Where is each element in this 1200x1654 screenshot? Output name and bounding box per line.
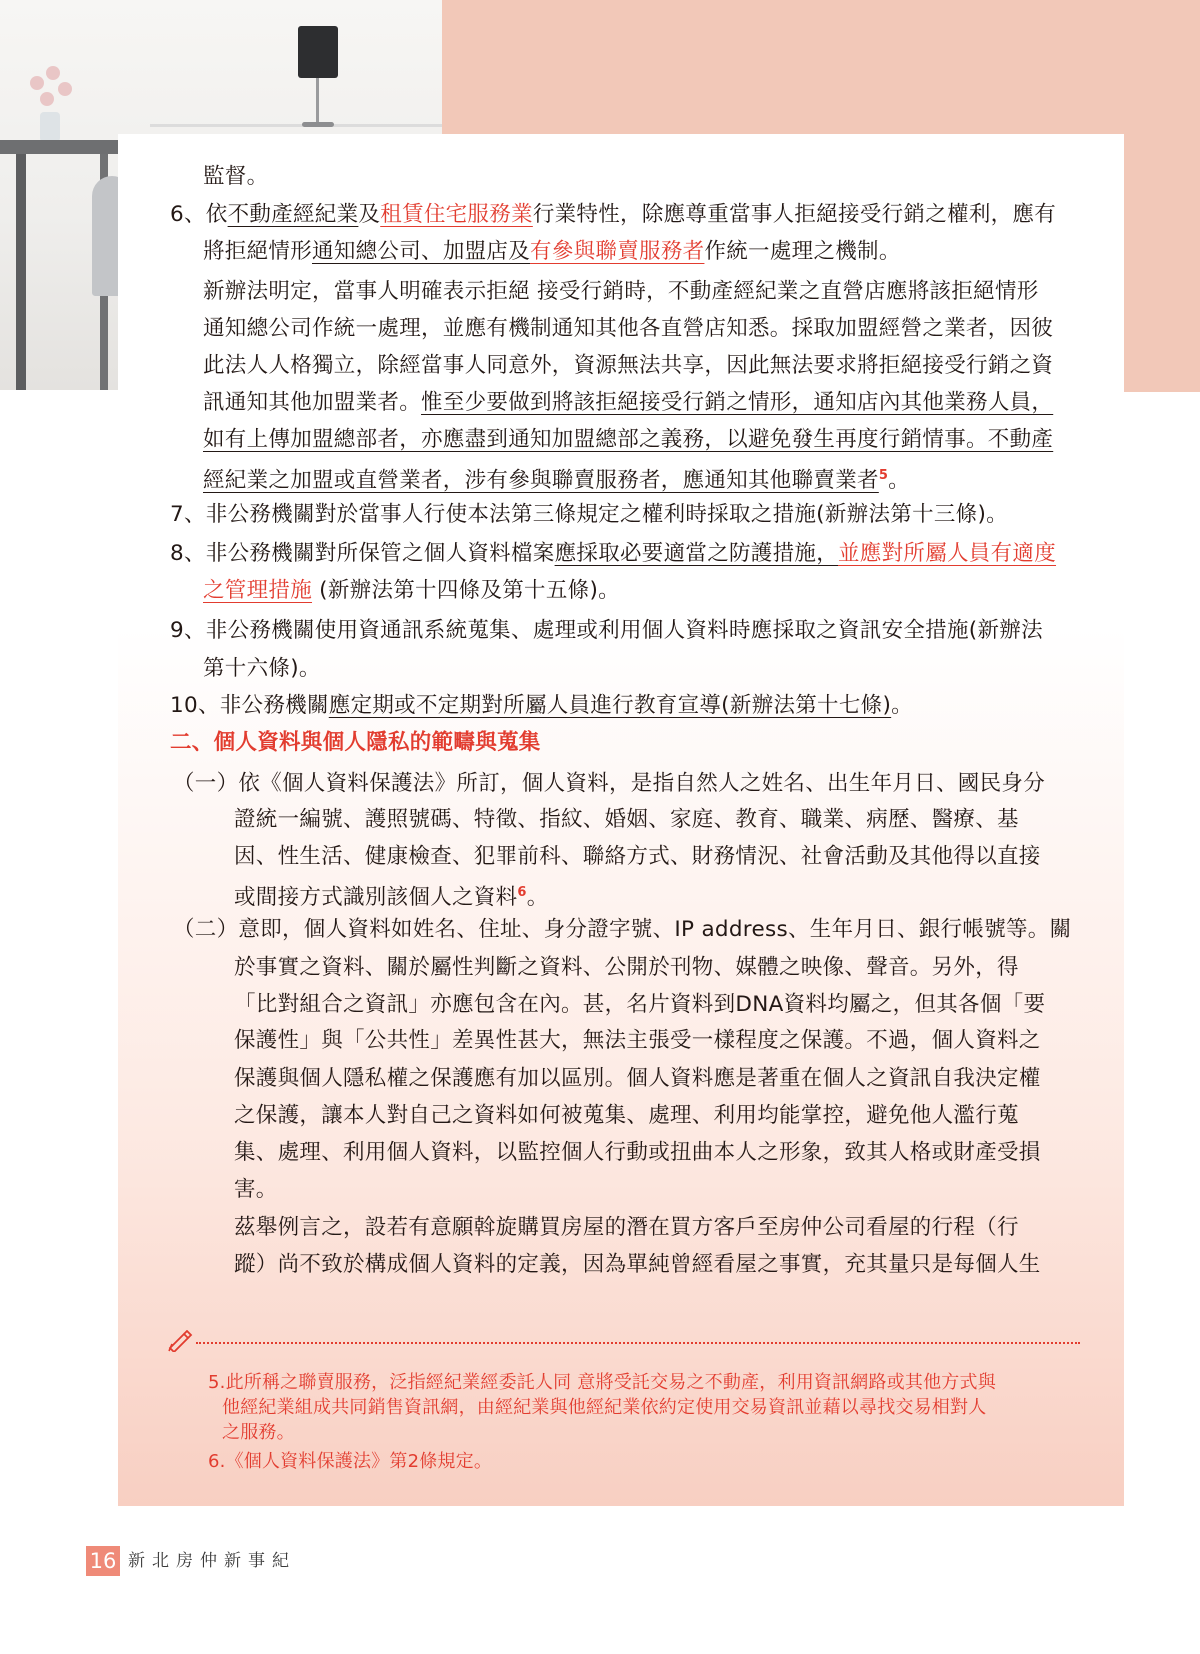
flower <box>46 66 60 80</box>
text-run: 應採取必要適當之防護措施， <box>554 541 838 566</box>
highlight-text: 有參與聯賣服務者 <box>530 239 705 264</box>
table-leg <box>16 154 26 390</box>
footnote-divider <box>196 1342 1080 1344</box>
list-item-9: 9、非公務機關使用資通訊系統蒐集、處理或利用個人資料時應採取之資訊安全措施(新辦法 <box>170 618 1043 643</box>
text-line <box>234 880 549 911</box>
text-line: 通知總公司作統一處理，並應有機制通知其他各直營店知悉。採取加盟經營之業者，因彼 <box>203 316 1054 341</box>
text-run: 行業特性，除應尊重當事人拒絕接受行銷之權利，應有 <box>532 202 1057 227</box>
list-item-6 <box>170 202 1056 228</box>
text-line: 第十六條)。 <box>203 656 321 681</box>
footnote-6: 6.《個人資料保護法》第2條規定。 <box>208 1451 493 1472</box>
lamp-shade <box>298 26 338 78</box>
footnote-ref: 5 <box>878 468 889 483</box>
text-line: 新辦法明定，當事人明確表示拒絕 接受行銷時，不動產經紀業之直營店應將該拒絕情形 <box>203 279 1039 304</box>
text-run: 10、非公務機關 <box>170 693 329 718</box>
flower <box>30 76 44 90</box>
page-number: 16 <box>86 1546 120 1576</box>
text-run: 將拒絕情形 <box>203 239 313 264</box>
text-run: 。 <box>526 885 549 910</box>
text-line: 茲舉例言之，設若有意願斡旋購買房屋的潛在買方客戶至房仲公司看屋的行程（行 <box>234 1215 1019 1240</box>
paragraph-1: （一）依《個人資料保護法》所訂，個人資料，是指自然人之姓名、出生年月日、國民身分 <box>173 771 1046 796</box>
text-line <box>203 390 1053 416</box>
text-line: 保護性」與「公共性」差異性甚大，無法主張受一樣程度之保護。不過，個人資料之 <box>234 1028 1041 1053</box>
text-line: 「比對組合之資訊」亦應包含在內。甚，名片資料到DNA資料均屬之，但其各個「要 <box>234 992 1046 1017</box>
text-run: 8、非公務機關對所保管之個人資料檔案 <box>170 541 555 566</box>
text-line <box>203 463 910 494</box>
highlight-text: 之管理措施 <box>203 578 313 603</box>
text-run: 或間接方式識別該個人之資料 <box>234 885 518 910</box>
section-heading: 二、個人資料與個人隱私的範疇與蒐集 <box>170 730 541 755</box>
highlight-text: 租賃住宅服務業 <box>380 202 533 227</box>
text-run: 惟至少要做到將該拒絕接受行銷之情形，通知店內其他業務人員， <box>421 390 1054 415</box>
shelf <box>150 124 442 127</box>
text-run: 訊通知其他加盟業者。 <box>203 390 422 415</box>
text-run: 經紀業之加盟或直營業者，涉有參與聯賣服務者，應通知其他聯賣業者 <box>203 468 879 493</box>
magazine-title: 新北房仲新事紀 <box>128 1551 296 1571</box>
highlight-text: 並應對所屬人員有適度 <box>838 541 1057 566</box>
text-run: 作統一處理之機制。 <box>704 239 901 264</box>
text-run: 監督。 <box>203 164 269 189</box>
flower <box>40 92 54 106</box>
lamp-pole <box>316 78 319 124</box>
list-item-7: 7、非公務機關對於當事人行使本法第三條規定之權利時採取之措施(新辦法第十三條)。 <box>170 502 1008 527</box>
text-line: 害。 <box>234 1177 278 1202</box>
list-item-8 <box>170 541 1056 567</box>
text-line: 集、處理、利用個人資料，以監控個人行動或扭曲本人之形象，致其人格或財產受損 <box>234 1140 1041 1165</box>
footnote-5-cont: 之服務。 <box>222 1422 295 1443</box>
text-line: 保護與個人隱私權之保護應有加以區別。個人資料應是著重在個人之資訊自我決定權 <box>234 1066 1041 1091</box>
text-line: 於事實之資料、關於屬性判斷之資料、公開於刊物、媒體之映像、聲音。另外，得 <box>234 955 1019 980</box>
text-line: 之保護，讓本人對自己之資料如何被蒐集、處理、利用均能掌控，避免他人濫行蒐 <box>234 1103 1019 1128</box>
pen-icon <box>168 1330 194 1352</box>
text-run: 通知總公司、加盟店及 <box>312 239 531 264</box>
paragraph-2: （二）意即，個人資料如姓名、住址、身分證字號、IP address、生年月日、銀行帳號等。關 <box>173 917 1072 942</box>
lamp-base <box>302 122 334 127</box>
text-run: 及 <box>358 202 381 227</box>
list-item-10 <box>170 693 913 719</box>
vase <box>40 112 60 142</box>
text-line: 蹤）尚不致於構成個人資料的定義，因為單純曾經看屋之事實，充其量只是每個人生 <box>234 1252 1041 1277</box>
text-run: 。 <box>888 468 910 493</box>
text-line <box>203 239 901 265</box>
text-line <box>203 578 620 604</box>
footnote-5-cont: 他經紀業組成共同銷售資訊網，由經紀業與他經紀業依約定使用交易資訊並藉以尋找交易相對人 <box>222 1397 987 1418</box>
text-run: 不動產經紀業 <box>227 202 359 227</box>
footnote-ref: 6 <box>517 885 527 900</box>
flower <box>58 82 72 96</box>
footnote-5: 5.此所稱之聯賣服務，泛指經紀業經委託人同 意將受託交易之不動產，利用資訊網路或其他方式與 <box>208 1372 996 1393</box>
text-line: 因、性生活、健康檢查、犯罪前科、聯絡方式、財務情況、社會活動及其他得以直接 <box>234 844 1041 869</box>
text-run: 6、依 <box>170 202 228 227</box>
text-line: 證統一編號、護照號碼、特徵、指紋、婚姻、家庭、教育、職業、病歷、醫療、基 <box>234 807 1019 832</box>
text-run: (新辦法第十四條及第十五條)。 <box>312 578 620 603</box>
text-line: 如有上傳加盟總部者，亦應盡到通知加盟總部之義務，以避免發生再度行銷情事。不動產 <box>203 427 1054 452</box>
text-line <box>203 164 268 190</box>
text-run: 應定期或不定期對所屬人員進行教育宣導(新辦法第十七條) <box>328 693 892 718</box>
text-run: 。 <box>891 693 913 718</box>
text-line: 此法人人格獨立，除經當事人同意外，資源無法共享，因此無法要求將拒絕接受行銷之資 <box>203 353 1054 378</box>
